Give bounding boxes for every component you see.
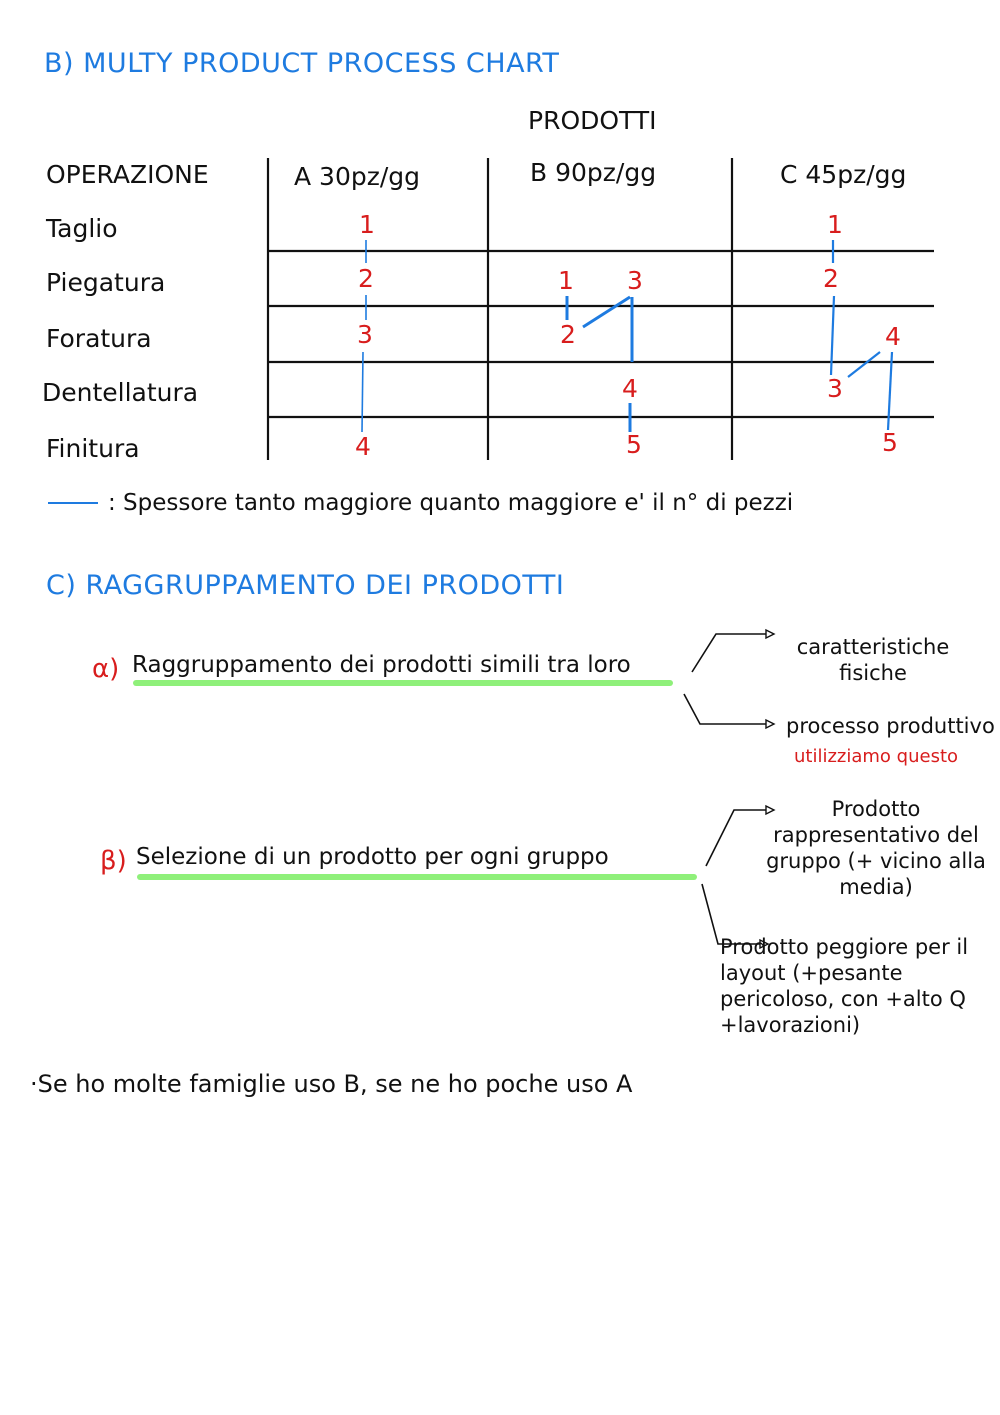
section-c-title: C) RAGGRUPPAMENTO DEI PRODOTTI xyxy=(46,570,565,601)
operation-label-piegatura: Piegatura xyxy=(46,268,166,297)
alpha-branch-2: processo produttivo xyxy=(786,714,995,738)
seq-b-4: 4 xyxy=(622,374,638,403)
operation-header: OPERAZIONE xyxy=(46,160,209,189)
alpha-arrowhead-2 xyxy=(766,720,774,728)
seq-a-3: 3 xyxy=(357,320,373,349)
beta-branch-2: Prodotto peggiore per il layout (+pesante pericoloso, con +alto Q +lavorazioni) xyxy=(720,935,969,1037)
seq-b-3: 3 xyxy=(627,266,643,295)
seq-a-4: 4 xyxy=(355,432,371,461)
seq-c-4: 4 xyxy=(885,322,901,351)
seq-c-2: 2 xyxy=(823,264,839,293)
operation-label-dentellatura: Dentellatura xyxy=(42,378,199,407)
legend-text: : Spessore tanto maggiore quanto maggiore e' il n° di pezzi xyxy=(108,490,794,516)
beta-arrow-1 xyxy=(706,810,766,866)
beta-marker: β) xyxy=(100,846,127,876)
alpha-arrowhead-1 xyxy=(766,630,774,638)
product-c-header: C 45pz/gg xyxy=(780,160,907,189)
operation-label-taglio: Taglio xyxy=(46,214,118,243)
alpha-highlight xyxy=(133,680,673,686)
seq-c-1: 1 xyxy=(827,210,843,239)
section-b-title: B) MULTY PRODUCT PROCESS CHART xyxy=(44,48,560,79)
operation-label-foratura: Foratura xyxy=(46,324,152,353)
product-b-header: B 90pz/gg xyxy=(530,158,657,187)
seq-b-5: 5 xyxy=(626,430,642,459)
alpha-marker: α) xyxy=(92,654,120,684)
alpha-text: Raggruppamento dei prodotti simili tra loro xyxy=(132,652,631,678)
beta-branch-1: Prodotto rappresentativo del gruppo (+ vicino alla media) xyxy=(766,797,986,899)
alpha-arrow-1 xyxy=(692,634,766,672)
alpha-branch-2-note: utilizziamo questo xyxy=(794,746,959,767)
operation-label-finitura: Finitura xyxy=(46,434,140,463)
seq-b-2: 2 xyxy=(560,320,576,349)
seq-a-1: 1 xyxy=(359,210,375,239)
seq-c-5: 5 xyxy=(882,428,898,457)
flow-lines-b xyxy=(567,296,632,432)
alpha-arrow-2 xyxy=(684,694,766,724)
products-group-header: PRODOTTI xyxy=(528,106,657,135)
beta-text: Selezione di un prodotto per ogni gruppo xyxy=(136,844,609,870)
seq-c-3: 3 xyxy=(827,374,843,403)
product-a-header: A 30pz/gg xyxy=(294,162,421,191)
seq-a-2: 2 xyxy=(358,264,374,293)
alpha-branch-1: caratteristiche fisiche xyxy=(796,635,950,685)
seq-b-1: 1 xyxy=(558,266,574,295)
footer-note: ·Se ho molte famiglie uso B, se ne ho poche uso A xyxy=(30,1070,633,1098)
beta-highlight xyxy=(137,874,697,880)
